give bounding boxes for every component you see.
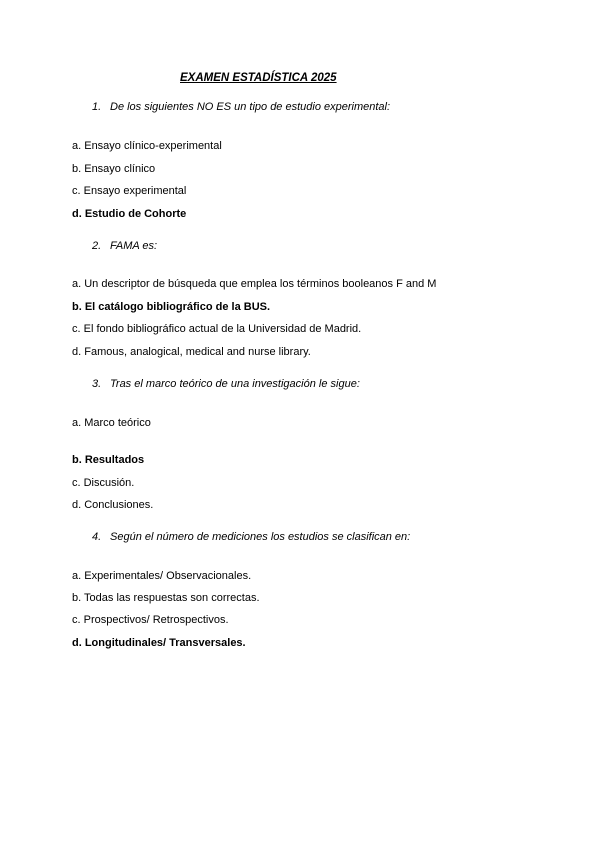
question-number: 1. bbox=[92, 101, 102, 113]
option-4c: c. Prospectivos/ Retrospectivos. bbox=[72, 614, 229, 626]
option-2c: c. El fondo bibliográfico actual de la Universidad de Madrid. bbox=[72, 323, 362, 335]
question-text: Tras el marco teórico de una investigación le sigue: bbox=[110, 378, 360, 390]
option-3b: b. Resultados bbox=[72, 454, 145, 466]
question-text: Según el número de mediciones los estudios se clasifican en: bbox=[110, 531, 411, 543]
question-text: De los siguientes NO ES un tipo de estudio experimental: bbox=[110, 101, 391, 113]
question-text: FAMA es: bbox=[110, 240, 158, 252]
option-2b: b. El catálogo bibliográfico de la BUS. bbox=[72, 301, 271, 313]
option-2a: a. Un descriptor de búsqueda que emplea los términos booleanos F and M bbox=[72, 278, 437, 290]
option-4a: a. Experimentales/ Observacionales. bbox=[72, 570, 252, 582]
option-1a: a. Ensayo clínico-experimental bbox=[72, 140, 222, 152]
option-4d: d. Longitudinales/ Transversales. bbox=[72, 637, 246, 649]
question-4 bbox=[92, 531, 410, 543]
option-1c: c. Ensayo experimental bbox=[72, 185, 187, 197]
option-3c: c. Discusión. bbox=[72, 477, 135, 489]
question-3 bbox=[92, 378, 360, 390]
exam-title: EXAMEN ESTADÍSTICA 2025 bbox=[180, 72, 337, 84]
question-number: 2. bbox=[92, 240, 102, 252]
question-number: 4. bbox=[92, 531, 102, 543]
question-number: 3. bbox=[92, 378, 102, 390]
option-2d: d. Famous, analogical, medical and nurse library. bbox=[72, 346, 311, 358]
option-1d: d. Estudio de Cohorte bbox=[72, 208, 187, 220]
option-3d: d. Conclusiones. bbox=[72, 499, 154, 511]
option-4b: b. Todas las respuestas son correctas. bbox=[72, 592, 260, 604]
question-2 bbox=[92, 240, 157, 252]
option-1b: b. Ensayo clínico bbox=[72, 163, 156, 175]
option-3a: a. Marco teórico bbox=[72, 417, 151, 429]
question-1 bbox=[92, 101, 390, 113]
